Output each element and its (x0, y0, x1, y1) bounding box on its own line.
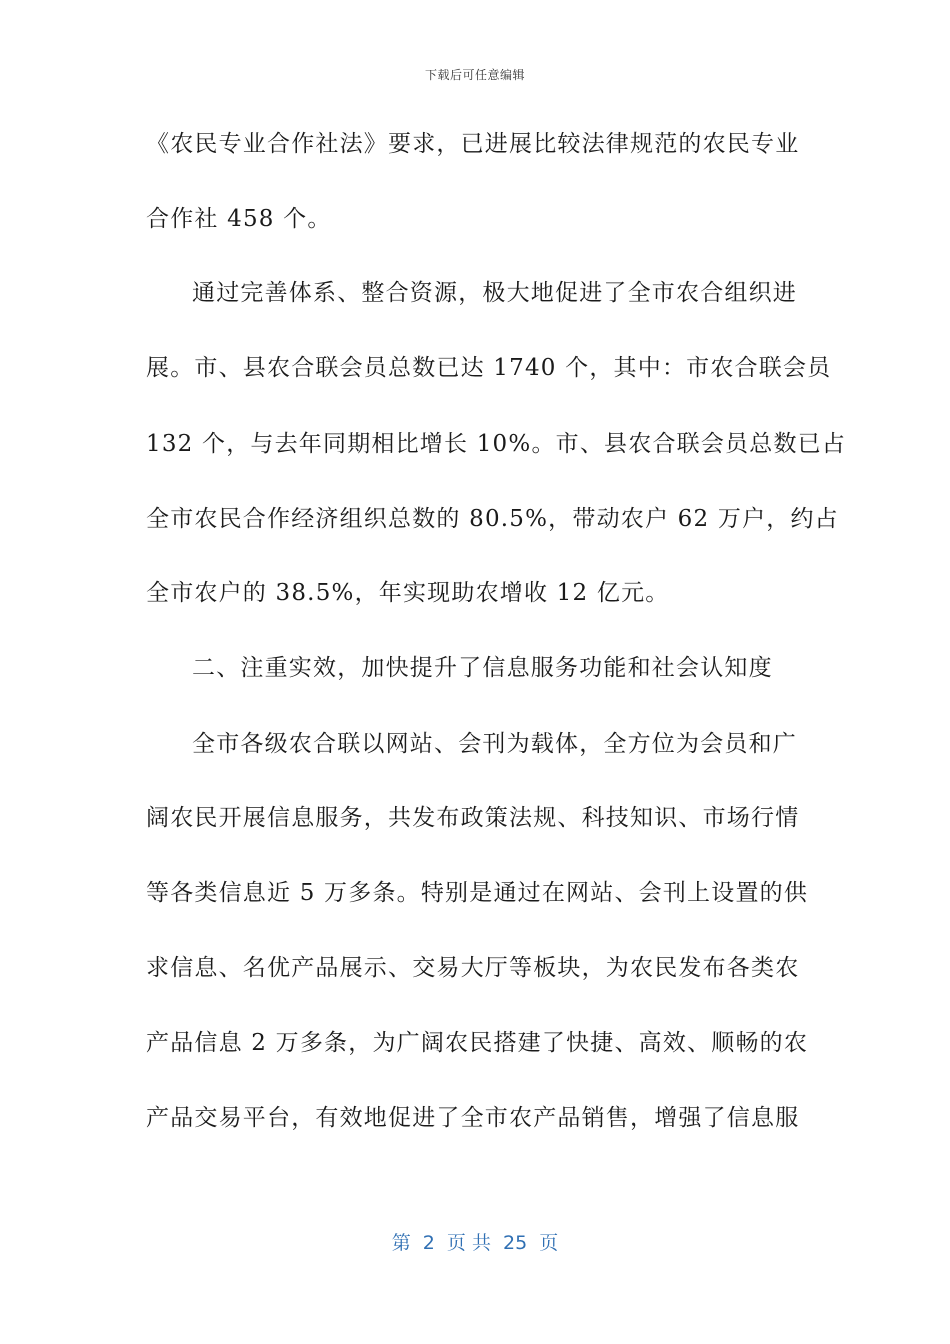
page-number: 第 2 页 共 25 页 (391, 1232, 559, 1254)
body-line: 产品交易平台，有效地促进了全市农产品销售，增强了信息服 (146, 1105, 800, 1131)
section-heading: 二、注重实效，加快提升了信息服务功能和社会认知度 (192, 655, 773, 681)
body-line: 阔农民开展信息服务，共发布政策法规、科技知识、市场行情 (146, 805, 800, 831)
paragraph-first-line: 全市各级农合联以网站、会刊为载体，全方位为会员和广 (192, 731, 797, 757)
body-line: 132 个，与去年同期相比增长 10%。市、县农合联会员总数已占 (146, 431, 847, 457)
body-line: 产品信息 2 万多条，为广阔农民搭建了快捷、高效、顺畅的农 (146, 1030, 809, 1056)
body-line: 求信息、名优产品展示、交易大厅等板块，为农民发布各类农 (146, 955, 800, 981)
body-line: 展。市、县农合联会员总数已达 1740 个，其中：市农合联会员 (146, 355, 832, 381)
body-line: 合作社 458 个。 (146, 206, 332, 232)
body-line: 全市农户的 38.5%，年实现助农增收 12 亿元。 (146, 580, 670, 606)
paragraph-first-line: 通过完善体系、整合资源，极大地促进了全市农合组织进 (192, 280, 797, 306)
body-line: 全市农民合作经济组织总数的 80.5%，带动农户 62 万户，约占 (146, 506, 839, 532)
header-note: 下载后可任意编辑 (424, 68, 525, 82)
body-line: 等各类信息近 5 万多条。特别是通过在网站、会刊上设置的供 (146, 880, 809, 906)
body-line: 《农民专业合作社法》要求，已进展比较法律规范的农民专业 (146, 131, 800, 157)
